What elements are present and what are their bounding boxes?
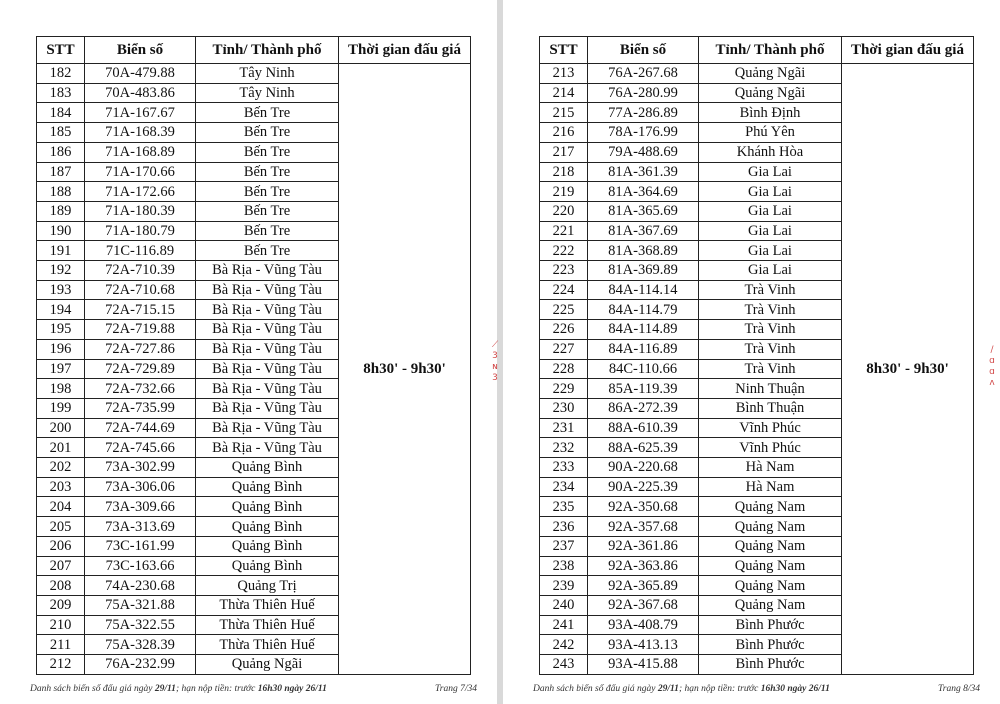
header-province: Tỉnh/ Thành phố bbox=[196, 37, 339, 64]
footer-deadline: 16h30 ngày 26/11 bbox=[760, 684, 830, 694]
row-stt: 211 bbox=[37, 635, 85, 655]
table-body bbox=[540, 64, 974, 675]
row-province: Quảng Bình bbox=[196, 556, 339, 576]
table-row bbox=[37, 64, 471, 84]
row-plate-number: 76A-232.99 bbox=[85, 655, 196, 675]
row-province: Vĩnh Phúc bbox=[699, 418, 842, 438]
plate-table bbox=[539, 36, 974, 675]
row-stt: 226 bbox=[540, 320, 588, 340]
row-stt: 214 bbox=[540, 83, 588, 103]
row-plate-number: 81A-367.69 bbox=[588, 221, 699, 241]
row-stt: 238 bbox=[540, 556, 588, 576]
row-plate-number: 72A-719.88 bbox=[85, 320, 196, 340]
footer-date: 29/11 bbox=[657, 684, 679, 694]
header-plate: Biển số bbox=[588, 37, 699, 64]
table-body bbox=[37, 64, 471, 675]
table-header-row bbox=[37, 37, 471, 64]
row-stt: 196 bbox=[37, 339, 85, 359]
row-province: Gia Lai bbox=[699, 241, 842, 261]
row-plate-number: 90A-225.39 bbox=[588, 477, 699, 497]
row-plate-number: 86A-272.39 bbox=[588, 398, 699, 418]
row-plate-number: 71C-116.89 bbox=[85, 241, 196, 261]
row-province: Bình Phước bbox=[699, 655, 842, 675]
row-province: Bến Tre bbox=[196, 182, 339, 202]
row-plate-number: 81A-361.39 bbox=[588, 162, 699, 182]
row-plate-number: 71A-167.67 bbox=[85, 103, 196, 123]
row-stt: 213 bbox=[540, 64, 588, 84]
row-plate-number: 71A-168.39 bbox=[85, 123, 196, 143]
row-province: Trà Vinh bbox=[699, 280, 842, 300]
row-plate-number: 72A-710.68 bbox=[85, 280, 196, 300]
row-province: Trà Vinh bbox=[699, 300, 842, 320]
row-stt: 241 bbox=[540, 615, 588, 635]
row-stt: 187 bbox=[37, 162, 85, 182]
row-plate-number: 84A-114.14 bbox=[588, 280, 699, 300]
row-stt: 185 bbox=[37, 123, 85, 143]
row-plate-number: 72A-729.89 bbox=[85, 359, 196, 379]
row-province: Bình Phước bbox=[699, 615, 842, 635]
row-stt: 193 bbox=[37, 280, 85, 300]
row-plate-number: 73A-306.06 bbox=[85, 477, 196, 497]
row-stt: 220 bbox=[540, 201, 588, 221]
row-province: Bến Tre bbox=[196, 103, 339, 123]
row-stt: 216 bbox=[540, 123, 588, 143]
table-row bbox=[540, 64, 974, 84]
header-auction-time: Thời gian đấu giá bbox=[339, 37, 471, 64]
row-province: Quảng Bình bbox=[196, 536, 339, 556]
row-plate-number: 88A-610.39 bbox=[588, 418, 699, 438]
row-stt: 208 bbox=[37, 576, 85, 596]
footer-note bbox=[533, 684, 830, 694]
header-stt: STT bbox=[540, 37, 588, 64]
row-province: Hà Nam bbox=[699, 477, 842, 497]
row-plate-number: 71A-168.89 bbox=[85, 142, 196, 162]
row-plate-number: 92A-363.86 bbox=[588, 556, 699, 576]
row-stt: 204 bbox=[37, 497, 85, 517]
row-plate-number: 90A-220.68 bbox=[588, 458, 699, 478]
row-stt: 242 bbox=[540, 635, 588, 655]
row-province: Bà Rịa - Vũng Tàu bbox=[196, 261, 339, 281]
row-plate-number: 72A-744.69 bbox=[85, 418, 196, 438]
row-plate-number: 79A-488.69 bbox=[588, 142, 699, 162]
row-stt: 240 bbox=[540, 595, 588, 615]
margin-annotation: ⟋ 3 ɴ 3 bbox=[491, 340, 499, 383]
row-plate-number: 72A-727.86 bbox=[85, 339, 196, 359]
row-plate-number: 93A-408.79 bbox=[588, 615, 699, 635]
row-province: Quảng Ngãi bbox=[196, 655, 339, 675]
row-plate-number: 72A-735.99 bbox=[85, 398, 196, 418]
row-province: Tây Ninh bbox=[196, 83, 339, 103]
row-province: Bến Tre bbox=[196, 123, 339, 143]
row-stt: 188 bbox=[37, 182, 85, 202]
row-plate-number: 72A-710.39 bbox=[85, 261, 196, 281]
row-province: Thừa Thiên Huế bbox=[196, 635, 339, 655]
row-province: Quảng Bình bbox=[196, 477, 339, 497]
row-province: Bà Rịa - Vũng Tàu bbox=[196, 438, 339, 458]
row-plate-number: 72A-715.15 bbox=[85, 300, 196, 320]
row-province: Gia Lai bbox=[699, 201, 842, 221]
row-stt: 218 bbox=[540, 162, 588, 182]
page-number: Trang 8/34 bbox=[938, 684, 980, 694]
row-stt: 206 bbox=[37, 536, 85, 556]
row-stt: 234 bbox=[540, 477, 588, 497]
row-plate-number: 84C-110.66 bbox=[588, 359, 699, 379]
row-plate-number: 71A-170.66 bbox=[85, 162, 196, 182]
row-province: Bến Tre bbox=[196, 142, 339, 162]
row-stt: 224 bbox=[540, 280, 588, 300]
row-province: Bà Rịa - Vũng Tàu bbox=[196, 398, 339, 418]
row-stt: 222 bbox=[540, 241, 588, 261]
row-province: Khánh Hòa bbox=[699, 142, 842, 162]
row-stt: 189 bbox=[37, 201, 85, 221]
row-plate-number: 75A-321.88 bbox=[85, 595, 196, 615]
row-plate-number: 70A-479.88 bbox=[85, 64, 196, 84]
row-plate-number: 92A-350.68 bbox=[588, 497, 699, 517]
footer-prefix: Danh sách biển số đấu giá ngày bbox=[30, 684, 153, 694]
auction-time-cell: 8h30' - 9h30' bbox=[842, 64, 974, 675]
row-province: Thừa Thiên Huế bbox=[196, 615, 339, 635]
row-plate-number: 92A-357.68 bbox=[588, 517, 699, 537]
row-province: Ninh Thuận bbox=[699, 379, 842, 399]
row-plate-number: 73A-309.66 bbox=[85, 497, 196, 517]
row-plate-number: 74A-230.68 bbox=[85, 576, 196, 596]
header-stt: STT bbox=[37, 37, 85, 64]
row-province: Trà Vinh bbox=[699, 359, 842, 379]
row-province: Bà Rịa - Vũng Tàu bbox=[196, 418, 339, 438]
footer-note bbox=[30, 684, 327, 694]
row-plate-number: 92A-367.68 bbox=[588, 595, 699, 615]
row-stt: 215 bbox=[540, 103, 588, 123]
row-province: Bình Thuận bbox=[699, 398, 842, 418]
row-plate-number: 84A-116.89 bbox=[588, 339, 699, 359]
table-header-row bbox=[540, 37, 974, 64]
row-stt: 221 bbox=[540, 221, 588, 241]
row-stt: 184 bbox=[37, 103, 85, 123]
row-plate-number: 75A-328.39 bbox=[85, 635, 196, 655]
row-stt: 239 bbox=[540, 576, 588, 596]
row-stt: 186 bbox=[37, 142, 85, 162]
row-plate-number: 73C-161.99 bbox=[85, 536, 196, 556]
row-plate-number: 76A-267.68 bbox=[588, 64, 699, 84]
row-province: Quảng Ngãi bbox=[699, 64, 842, 84]
row-province: Gia Lai bbox=[699, 162, 842, 182]
document-page-8 bbox=[503, 0, 1000, 704]
row-plate-number: 75A-322.55 bbox=[85, 615, 196, 635]
row-plate-number: 92A-361.86 bbox=[588, 536, 699, 556]
row-plate-number: 73A-313.69 bbox=[85, 517, 196, 537]
row-stt: 219 bbox=[540, 182, 588, 202]
row-stt: 229 bbox=[540, 379, 588, 399]
header-plate: Biển số bbox=[85, 37, 196, 64]
row-province: Bà Rịa - Vũng Tàu bbox=[196, 379, 339, 399]
row-stt: 227 bbox=[540, 339, 588, 359]
row-province: Quảng Ngãi bbox=[699, 83, 842, 103]
row-plate-number: 70A-483.86 bbox=[85, 83, 196, 103]
row-plate-number: 71A-180.79 bbox=[85, 221, 196, 241]
row-plate-number: 84A-114.79 bbox=[588, 300, 699, 320]
row-province: Thừa Thiên Huế bbox=[196, 595, 339, 615]
row-province: Phú Yên bbox=[699, 123, 842, 143]
row-plate-number: 85A-119.39 bbox=[588, 379, 699, 399]
header-auction-time: Thời gian đấu giá bbox=[842, 37, 974, 64]
row-province: Trà Vinh bbox=[699, 320, 842, 340]
footer-deadline: 16h30 ngày 26/11 bbox=[257, 684, 327, 694]
row-plate-number: 71A-180.39 bbox=[85, 201, 196, 221]
row-stt: 198 bbox=[37, 379, 85, 399]
row-plate-number: 92A-365.89 bbox=[588, 576, 699, 596]
row-plate-number: 88A-625.39 bbox=[588, 438, 699, 458]
row-stt: 203 bbox=[37, 477, 85, 497]
row-plate-number: 81A-369.89 bbox=[588, 261, 699, 281]
header-province: Tỉnh/ Thành phố bbox=[699, 37, 842, 64]
row-plate-number: 73A-302.99 bbox=[85, 458, 196, 478]
row-province: Quảng Trị bbox=[196, 576, 339, 596]
row-stt: 194 bbox=[37, 300, 85, 320]
row-stt: 243 bbox=[540, 655, 588, 675]
row-province: Vĩnh Phúc bbox=[699, 438, 842, 458]
row-province: Bến Tre bbox=[196, 221, 339, 241]
row-province: Quảng Nam bbox=[699, 595, 842, 615]
row-province: Bến Tre bbox=[196, 162, 339, 182]
footer-mid: ; hạn nộp tiền: trước bbox=[678, 684, 759, 694]
margin-annotation: ∕ ɑ ɑ ʌ bbox=[989, 345, 995, 388]
row-province: Trà Vinh bbox=[699, 339, 842, 359]
row-province: Hà Nam bbox=[699, 458, 842, 478]
footer-prefix: Danh sách biển số đấu giá ngày bbox=[533, 684, 656, 694]
row-stt: 212 bbox=[37, 655, 85, 675]
row-stt: 207 bbox=[37, 556, 85, 576]
row-stt: 201 bbox=[37, 438, 85, 458]
plate-table bbox=[36, 36, 471, 675]
row-stt: 205 bbox=[37, 517, 85, 537]
row-stt: 235 bbox=[540, 497, 588, 517]
row-province: Bà Rịa - Vũng Tàu bbox=[196, 280, 339, 300]
row-province: Quảng Bình bbox=[196, 458, 339, 478]
footer-mid: ; hạn nộp tiền: trước bbox=[175, 684, 256, 694]
row-province: Gia Lai bbox=[699, 182, 842, 202]
row-province: Quảng Bình bbox=[196, 497, 339, 517]
row-plate-number: 81A-368.89 bbox=[588, 241, 699, 261]
row-plate-number: 93A-413.13 bbox=[588, 635, 699, 655]
row-province: Bà Rịa - Vũng Tàu bbox=[196, 300, 339, 320]
row-province: Bà Rịa - Vũng Tàu bbox=[196, 320, 339, 340]
row-stt: 233 bbox=[540, 458, 588, 478]
row-stt: 228 bbox=[540, 359, 588, 379]
row-plate-number: 72A-732.66 bbox=[85, 379, 196, 399]
row-plate-number: 78A-176.99 bbox=[588, 123, 699, 143]
row-stt: 182 bbox=[37, 64, 85, 84]
row-province: Quảng Nam bbox=[699, 556, 842, 576]
auction-time-cell: 8h30' - 9h30' bbox=[339, 64, 471, 675]
row-stt: 225 bbox=[540, 300, 588, 320]
row-plate-number: 77A-286.89 bbox=[588, 103, 699, 123]
row-stt: 223 bbox=[540, 261, 588, 281]
row-plate-number: 84A-114.89 bbox=[588, 320, 699, 340]
row-province: Quảng Nam bbox=[699, 517, 842, 537]
row-stt: 230 bbox=[540, 398, 588, 418]
row-province: Gia Lai bbox=[699, 261, 842, 281]
row-stt: 202 bbox=[37, 458, 85, 478]
row-province: Gia Lai bbox=[699, 221, 842, 241]
row-plate-number: 81A-365.69 bbox=[588, 201, 699, 221]
row-stt: 191 bbox=[37, 241, 85, 261]
row-stt: 197 bbox=[37, 359, 85, 379]
row-stt: 217 bbox=[540, 142, 588, 162]
row-stt: 200 bbox=[37, 418, 85, 438]
row-stt: 236 bbox=[540, 517, 588, 537]
row-stt: 232 bbox=[540, 438, 588, 458]
row-plate-number: 81A-364.69 bbox=[588, 182, 699, 202]
row-province: Bình Phước bbox=[699, 635, 842, 655]
row-stt: 199 bbox=[37, 398, 85, 418]
row-province: Quảng Nam bbox=[699, 576, 842, 596]
row-stt: 195 bbox=[37, 320, 85, 340]
row-plate-number: 76A-280.99 bbox=[588, 83, 699, 103]
page-number: Trang 7/34 bbox=[435, 684, 477, 694]
row-plate-number: 93A-415.88 bbox=[588, 655, 699, 675]
row-stt: 192 bbox=[37, 261, 85, 281]
row-plate-number: 72A-745.66 bbox=[85, 438, 196, 458]
row-plate-number: 73C-163.66 bbox=[85, 556, 196, 576]
row-province: Quảng Nam bbox=[699, 536, 842, 556]
row-province: Bình Định bbox=[699, 103, 842, 123]
row-stt: 209 bbox=[37, 595, 85, 615]
row-province: Quảng Bình bbox=[196, 517, 339, 537]
row-province: Bến Tre bbox=[196, 201, 339, 221]
row-plate-number: 71A-172.66 bbox=[85, 182, 196, 202]
document-page-7 bbox=[0, 0, 497, 704]
row-province: Tây Ninh bbox=[196, 64, 339, 84]
row-province: Quảng Nam bbox=[699, 497, 842, 517]
row-province: Bà Rịa - Vũng Tàu bbox=[196, 359, 339, 379]
row-stt: 231 bbox=[540, 418, 588, 438]
row-stt: 210 bbox=[37, 615, 85, 635]
row-stt: 183 bbox=[37, 83, 85, 103]
row-stt: 190 bbox=[37, 221, 85, 241]
row-stt: 237 bbox=[540, 536, 588, 556]
row-province: Bà Rịa - Vũng Tàu bbox=[196, 339, 339, 359]
row-province: Bến Tre bbox=[196, 241, 339, 261]
footer-date: 29/11 bbox=[154, 684, 176, 694]
